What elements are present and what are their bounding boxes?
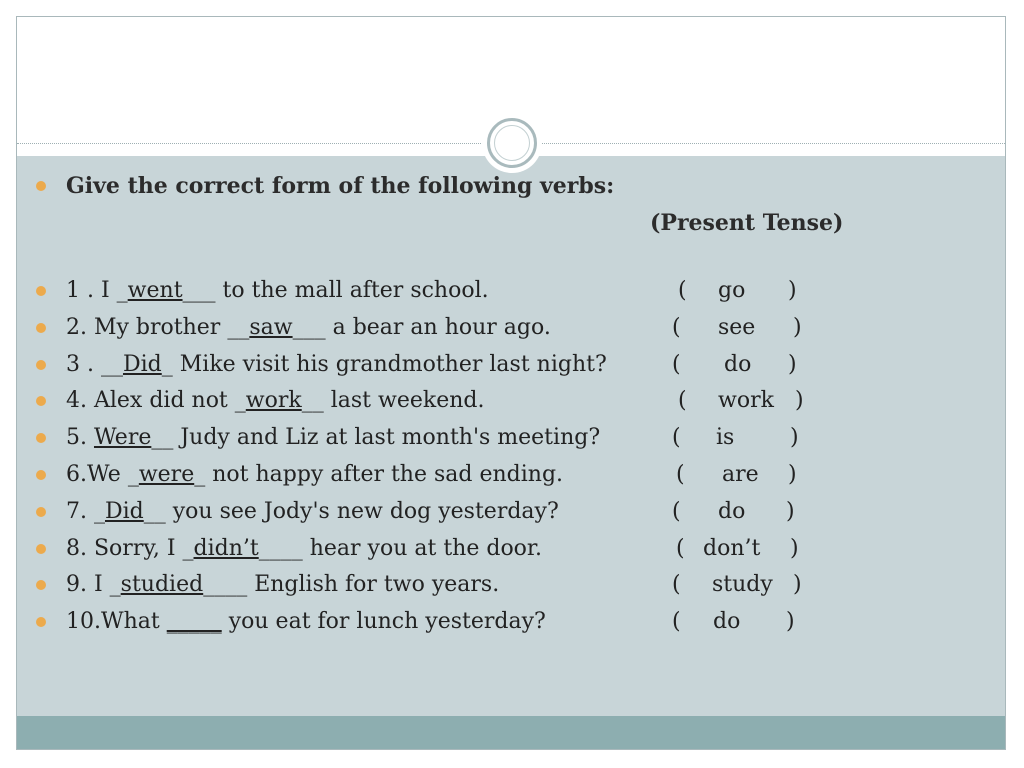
sentence-end: a bear an hour ago. <box>332 314 551 340</box>
sentence-start: 10.What <box>66 609 167 635</box>
sentence-start: 3 . <box>66 351 101 377</box>
sentence-start: 9. I <box>66 572 110 598</box>
blank-line: _ <box>93 498 105 524</box>
verb-hint: do <box>724 351 752 377</box>
blank-line: _ <box>116 278 128 303</box>
verb-hint: is <box>716 425 735 451</box>
sentence-end: you see Jody's new dog yesterday? <box>172 498 559 524</box>
hint-close-paren: ) <box>788 278 797 303</box>
hint-open-paren: ( <box>672 572 681 598</box>
sentence-end: Judy and Liz at last month's meeting? <box>180 425 601 451</box>
verb-hint: don’t <box>703 535 761 561</box>
blank-line: __ <box>301 388 331 414</box>
exercise-row <box>0 534 1000 564</box>
sentence-start: 6.We <box>66 462 128 487</box>
exercise-row <box>0 607 1000 637</box>
bullet-icon <box>36 360 46 370</box>
bullet-icon <box>36 181 46 191</box>
bullet-icon <box>36 507 46 517</box>
exercise-row <box>0 313 1000 343</box>
hint-close-paren: ) <box>795 388 804 414</box>
bullet-icon <box>36 470 46 480</box>
sentence-end: last weekend. <box>330 388 485 414</box>
answer-text: work <box>245 388 302 414</box>
sentence-start: 7. <box>66 498 94 524</box>
verb-hint: study <box>712 572 773 598</box>
bullet-icon <box>36 396 46 406</box>
verb-hint: see <box>718 314 756 340</box>
bullet-icon <box>36 580 46 590</box>
blank-line: __ <box>143 498 173 524</box>
exercise-sentence <box>66 350 607 380</box>
circle-ornament-inner <box>494 125 530 161</box>
exercise-row <box>0 276 1000 306</box>
exercise-sentence <box>66 423 600 453</box>
blank-line: _ <box>109 572 121 598</box>
blank-line: _ <box>161 351 180 377</box>
exercise-sentence <box>66 607 546 637</box>
hint-open-paren: ( <box>672 498 681 524</box>
hint-open-paren: ( <box>676 535 685 561</box>
hint-close-paren: ) <box>790 535 799 561</box>
sentence-end: to the mall after school. <box>222 278 489 303</box>
blank-line: __ <box>151 425 181 451</box>
answer-text: _____ <box>166 609 222 635</box>
sentence-start: 4. Alex did not <box>66 388 235 414</box>
verb-hint: do <box>718 498 746 524</box>
answer-text: saw <box>249 314 293 340</box>
sentence-end: hear you at the door. <box>309 535 543 561</box>
answer-text: went <box>127 278 183 303</box>
hint-close-paren: ) <box>790 425 799 451</box>
sentence-start: 1 . I <box>66 278 117 303</box>
verb-hint: do <box>713 609 741 635</box>
bullet-icon <box>36 433 46 443</box>
exercise-row <box>0 460 1000 490</box>
bullet-icon <box>36 323 46 333</box>
exercise-sentence <box>66 497 559 527</box>
answer-text: studied <box>120 572 204 598</box>
blank-line: _ <box>127 462 139 487</box>
bullet-icon <box>36 617 46 627</box>
sentence-end: English for two years. <box>254 572 500 598</box>
sentence-start: 2. My brother <box>66 314 228 340</box>
blank-line: ____ <box>258 535 310 561</box>
exercise-row <box>0 386 1000 416</box>
exercise-sentence <box>66 460 563 490</box>
hint-open-paren: ( <box>676 462 685 487</box>
hint-close-paren: ) <box>788 462 797 487</box>
blank-line: _ <box>182 535 194 561</box>
hint-open-paren: ( <box>678 388 687 414</box>
footer-bar <box>17 716 1005 749</box>
exercise-sentence <box>66 534 542 564</box>
exercise-row <box>0 570 1000 600</box>
verb-hint: are <box>722 462 759 487</box>
sentence-end: Mike visit his grandmother last night? <box>179 351 607 377</box>
blank-line: ___ <box>292 314 333 340</box>
blank-line: ____ <box>203 572 255 598</box>
blank-line <box>222 609 229 634</box>
verb-hint: work <box>718 388 774 414</box>
hint-close-paren: ) <box>786 498 795 524</box>
hint-close-paren: ) <box>786 609 795 635</box>
hint-close-paren: ) <box>793 572 802 598</box>
subheading-text: (Present Tense) <box>650 210 844 236</box>
answer-text: were <box>138 462 195 487</box>
bullet-icon <box>36 286 46 296</box>
hint-close-paren: ) <box>793 314 802 340</box>
blank-line: ___ <box>182 278 223 303</box>
sentence-end: you eat for lunch yesterday? <box>228 609 546 635</box>
hint-close-paren: ) <box>788 351 797 377</box>
answer-text: Did <box>122 351 162 377</box>
heading-row <box>0 171 1000 201</box>
hint-open-paren: ( <box>672 609 681 635</box>
answer-text: Did <box>104 498 144 524</box>
exercise-sentence <box>66 313 551 343</box>
hint-open-paren: ( <box>672 314 681 340</box>
blank-line: _ <box>194 462 213 487</box>
blank-line: _ <box>234 388 246 414</box>
verb-hint: go <box>718 278 746 303</box>
exercise-sentence <box>66 386 484 416</box>
exercise-sentence <box>66 276 489 306</box>
hint-open-paren: ( <box>672 425 681 451</box>
blank-line: __ <box>227 314 250 340</box>
sentence-end: not happy after the sad ending. <box>212 462 564 487</box>
exercise-row <box>0 497 1000 527</box>
answer-text: Were <box>93 425 152 451</box>
exercise-row <box>0 350 1000 380</box>
blank-line: __ <box>100 351 123 377</box>
hint-open-paren: ( <box>678 278 687 303</box>
bullet-icon <box>36 544 46 554</box>
exercise-sentence <box>66 570 499 600</box>
exercise-row <box>0 423 1000 453</box>
heading-text: Give the correct form of the following verbs: <box>66 173 615 199</box>
sentence-start: 8. Sorry, I <box>66 535 183 561</box>
sentence-start: 5. <box>66 425 94 451</box>
answer-text: didn’t <box>193 535 259 561</box>
hint-open-paren: ( <box>672 351 681 377</box>
